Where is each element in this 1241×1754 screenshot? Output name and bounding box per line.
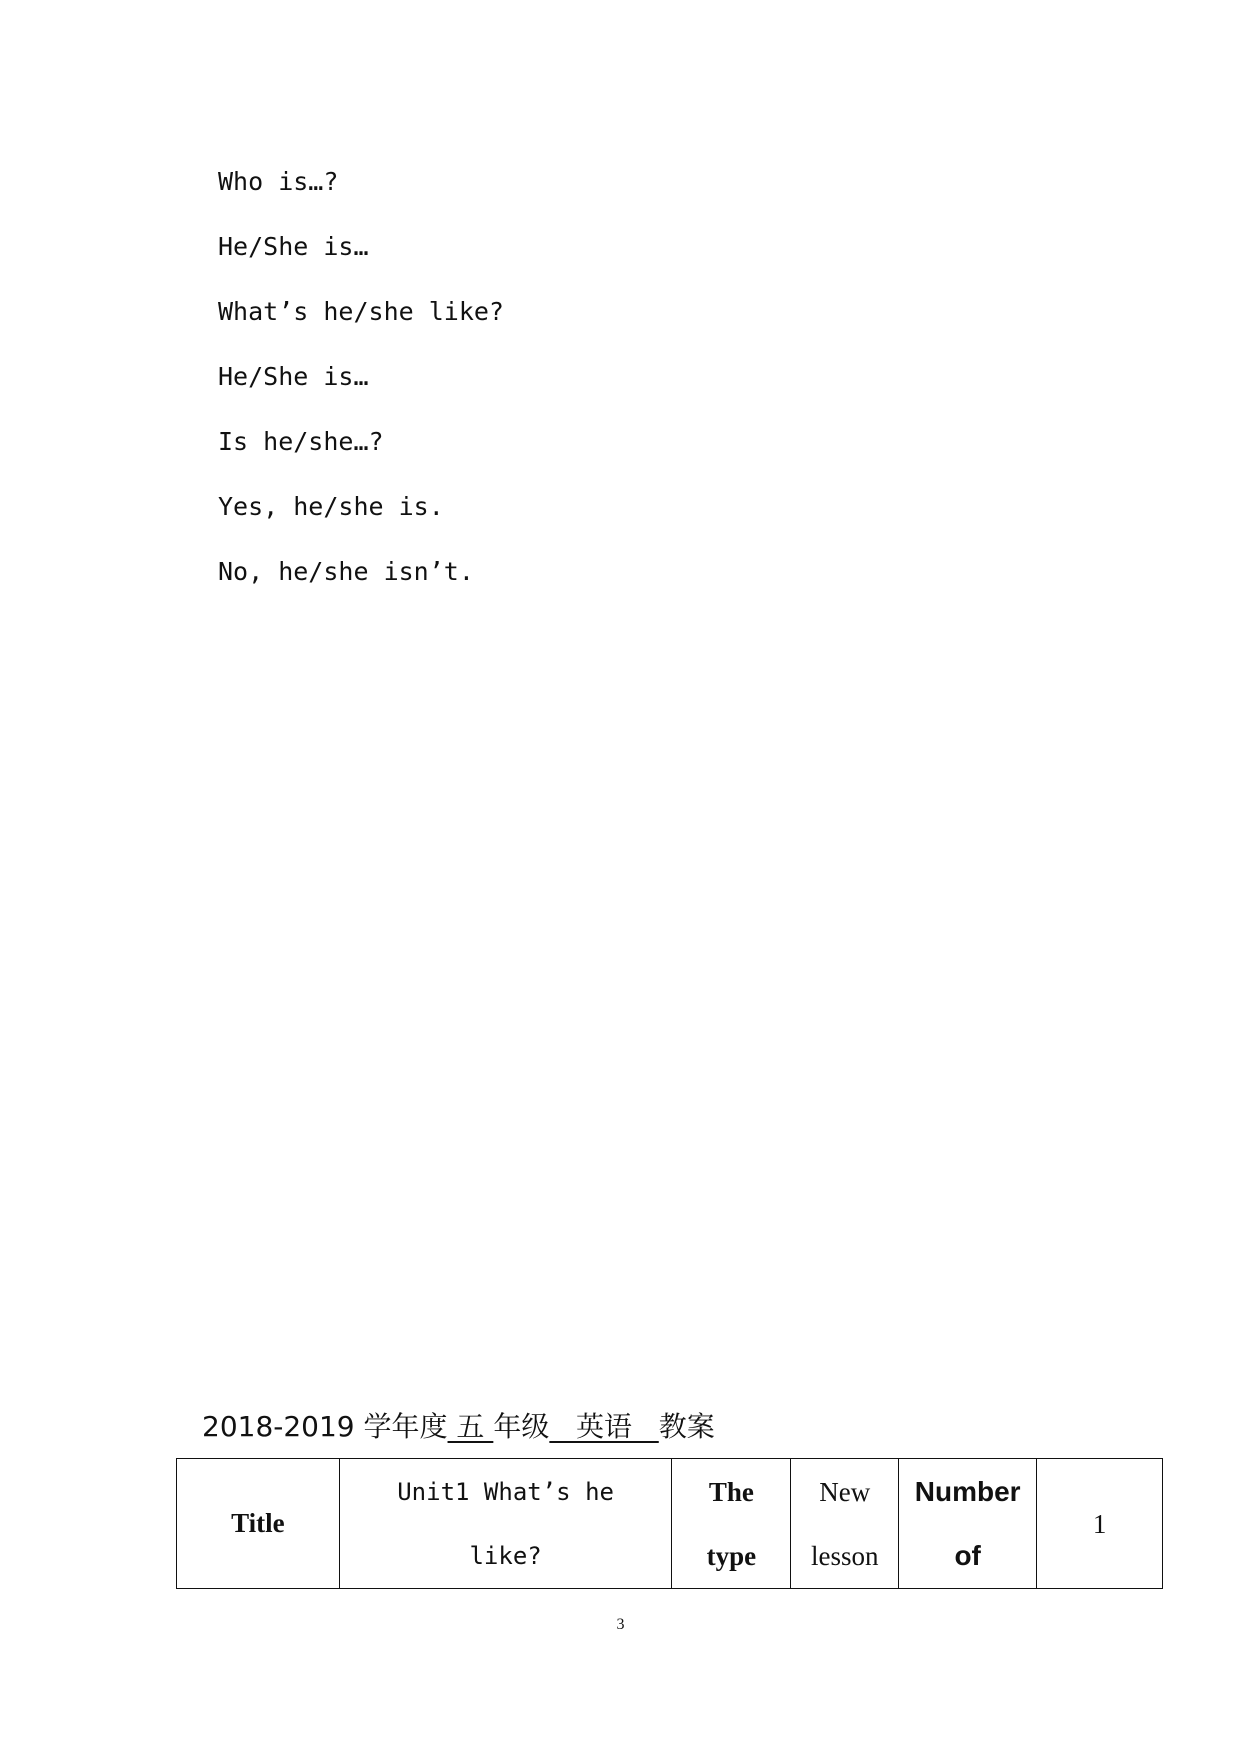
type-value-line: New (819, 1476, 871, 1507)
sentence-pattern-line: No, he/she isn’t. (218, 557, 474, 586)
number-label-line: of (954, 1539, 981, 1571)
title-value-cell (339, 1459, 672, 1589)
type-label-line: type (706, 1540, 757, 1571)
sentence-pattern-line: He/She is… (218, 232, 369, 261)
table-row (177, 1459, 1163, 1589)
sentence-pattern-line: Who is…? (218, 167, 339, 196)
title-label-cell (177, 1459, 340, 1589)
type-label-cell (672, 1459, 791, 1589)
title-label: Title (231, 1508, 285, 1538)
sentence-pattern-list (218, 162, 504, 617)
heading-grade-suffix: 年级 (493, 1410, 550, 1443)
sentence-pattern-line: He/She is… (218, 362, 369, 391)
title-value-line: Unit1 What’s he (397, 1477, 614, 1506)
number-label-cell (899, 1459, 1037, 1589)
type-value-line: lesson (810, 1540, 879, 1571)
number-value-cell (1037, 1459, 1163, 1589)
heading-subject: 英语 (549, 1410, 659, 1443)
page-number: 3 (616, 1616, 625, 1633)
heading-year: 2018-2019 学年度 (202, 1410, 448, 1443)
heading-grade: 五 (447, 1410, 494, 1443)
lesson-plan-heading (202, 1405, 715, 1445)
sentence-pattern-line: Is he/she…? (218, 427, 384, 456)
number-value: 1 (1092, 1508, 1107, 1539)
number-label-line: Number (914, 1475, 1021, 1507)
heading-suffix: 教案 (658, 1410, 715, 1443)
lesson-info-table (176, 1458, 1163, 1589)
title-value-line: like? (469, 1541, 542, 1570)
type-label-line: The (708, 1476, 754, 1507)
type-value-cell (791, 1459, 899, 1589)
sentence-pattern-line: What’s he/she like? (218, 297, 504, 326)
sentence-pattern-line: Yes, he/she is. (218, 492, 444, 521)
